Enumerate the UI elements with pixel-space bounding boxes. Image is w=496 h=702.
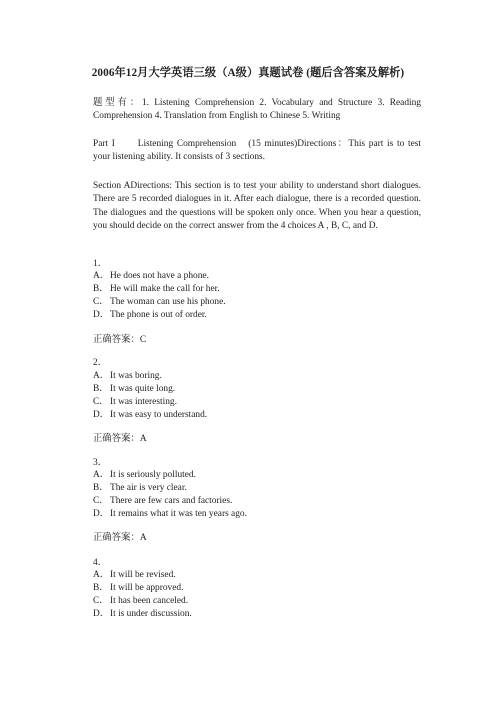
correct-answer xyxy=(93,334,146,346)
option-a xyxy=(93,270,209,282)
option-text: He will make the call for her. xyxy=(110,284,220,294)
option-text: It remains what it was ten years ago. xyxy=(110,509,247,519)
option-letter: A． xyxy=(93,371,110,381)
option-c xyxy=(93,396,177,408)
part-one-directions: Part I Listening Comprehension (15 minutes)Directions：This part is to test your listening ability. It consists of 3 sections. xyxy=(93,139,421,163)
option-letter: C． xyxy=(93,596,109,606)
option-letter: C． xyxy=(93,297,109,307)
option-text: The phone is out of order. xyxy=(110,310,207,320)
option-text: The air is very clear. xyxy=(110,483,187,493)
answer-label: 正确答案： xyxy=(93,533,140,543)
option-text: It will be revised. xyxy=(110,570,176,580)
question-types-intro: 题型有：1. Listening Comprehension 2. Vocabulary and Structure 3. Reading Comprehension 4. Translation from English to Chinese 5. Writing xyxy=(93,98,421,122)
option-d xyxy=(93,608,192,620)
question-number: 2． xyxy=(93,358,108,368)
option-letter: B． xyxy=(93,483,109,493)
section-a-directions: Section ADirections: This section is to test your ability to understand short dialogues. There are 5 recorded dialogues in it. After each dialogue, there is a recorded question. The dialogues and the questions will be spoken only once. When you hear a question, you should decide on the correct answer from the 4 choices A , B, C, and D. xyxy=(93,181,421,231)
option-b xyxy=(93,283,220,295)
option-a xyxy=(93,370,162,382)
option-c xyxy=(93,495,232,507)
option-text: It was boring. xyxy=(110,371,162,381)
correct-answer xyxy=(93,433,147,445)
option-text: There are few cars and factories. xyxy=(110,496,233,506)
option-a xyxy=(93,569,176,581)
option-letter: A． xyxy=(93,570,110,580)
option-letter: B． xyxy=(93,384,109,394)
option-text: The woman can use his phone. xyxy=(110,297,226,307)
option-text: It has been canceled. xyxy=(110,596,189,606)
option-letter: A． xyxy=(93,470,110,480)
answer-value: C xyxy=(139,335,147,345)
option-letter: D． xyxy=(93,310,110,320)
option-letter: D． xyxy=(93,509,110,519)
option-text: It was interesting. xyxy=(110,397,177,407)
option-letter: B． xyxy=(93,284,109,294)
option-c xyxy=(93,595,188,607)
correct-answer xyxy=(93,532,147,544)
option-d xyxy=(93,309,207,321)
option-letter: C． xyxy=(93,496,109,506)
question-number: 4． xyxy=(93,558,108,568)
answer-label: 正确答案： xyxy=(93,335,140,345)
option-b xyxy=(93,582,183,594)
answer-label: 正确答案： xyxy=(93,434,140,444)
option-d xyxy=(93,409,207,421)
question-number: 3． xyxy=(93,458,108,468)
option-letter: D． xyxy=(93,410,110,420)
option-letter: A． xyxy=(93,271,110,281)
option-letter: D． xyxy=(93,609,110,619)
answer-value: A xyxy=(139,533,147,543)
option-b xyxy=(93,482,187,494)
option-text: It was quite long. xyxy=(110,384,176,394)
option-text: It is under discussion. xyxy=(110,609,192,619)
answer-value: A xyxy=(139,434,147,444)
option-text: He does not have a phone. xyxy=(110,271,209,281)
option-text: It will be approved. xyxy=(110,583,184,593)
option-d xyxy=(93,508,247,520)
option-text: It was easy to understand. xyxy=(110,410,208,420)
option-letter: C． xyxy=(93,397,109,407)
option-letter: B． xyxy=(93,583,109,593)
question-number: 1． xyxy=(93,259,108,269)
option-text: It is seriously polluted. xyxy=(110,470,196,480)
option-c xyxy=(93,296,226,308)
option-a xyxy=(93,469,196,481)
option-b xyxy=(93,383,175,395)
document-title: 2006年12月大学英语三级（A级）真题试卷 (题后含答案及解析) xyxy=(91,67,405,79)
